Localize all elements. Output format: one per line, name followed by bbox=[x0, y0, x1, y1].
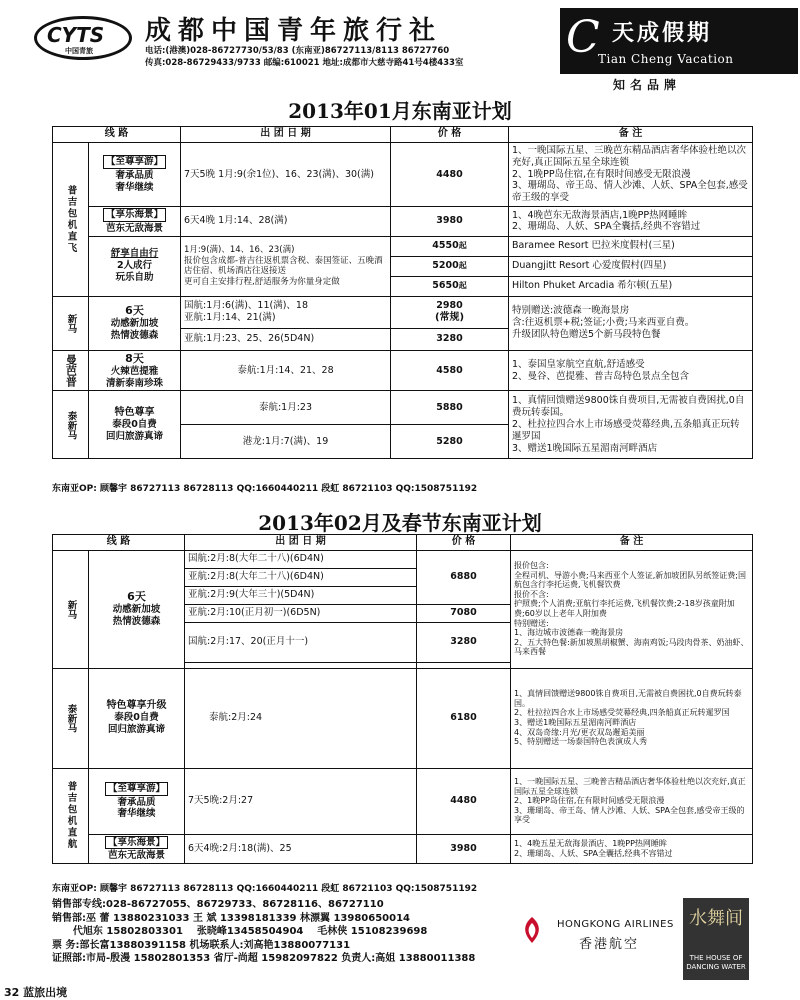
table-row bbox=[53, 350, 753, 391]
dates-cell: 国航:2月:8(大年二十八)(6D4N) bbox=[185, 550, 417, 568]
dates-cell: 国航:2月:17、20(正月十一) bbox=[185, 622, 417, 662]
area-label: 普吉包机直飞 bbox=[53, 143, 89, 297]
route-cell bbox=[89, 391, 181, 459]
price-cell: 3280 bbox=[417, 622, 511, 662]
route-tag: 【至尊享游】 bbox=[105, 782, 168, 796]
note-cell: 1、泰国皇家航空直航,舒适感受 2、曼谷、芭提雅、普吉岛特色景点全包含 bbox=[509, 350, 753, 391]
dates-cell: 亚航:2月:10(正月初一)(6D5N) bbox=[185, 604, 417, 622]
dates-cell: 泰航:1月:23 bbox=[181, 391, 391, 425]
price-cell: 5280 bbox=[391, 425, 509, 459]
note-cell: 1、真情回馈赠送9800铢自费项目,无需被自费困扰,0自费玩转泰国。 2、杜拉拉四合水上市场感受荧幕经典,五条船真正玩转暹罗国 3、赠送1晚国际五星湄南河畔酒店 bbox=[509, 391, 753, 459]
route-line: 2人成行 bbox=[116, 260, 153, 272]
price-cell: 4480 bbox=[391, 143, 509, 207]
col-price: 价 格 bbox=[391, 127, 509, 143]
feb-op-contacts: 东南亚OP: 顾馨宇 86727113 86728113 QQ:1660440211 段虹 86721103 QQ:1508751192 bbox=[52, 884, 478, 894]
price-cell bbox=[391, 296, 509, 328]
route-cell bbox=[89, 143, 181, 207]
area-label: 曼芭普 bbox=[53, 350, 89, 391]
note-cell: Baramee Resort 巴拉米度假村(三星) bbox=[509, 236, 753, 256]
logo-text: CYTS bbox=[47, 23, 105, 47]
col-route: 线 路 bbox=[53, 127, 181, 143]
route-line: 火辣芭提雅 bbox=[110, 365, 159, 377]
price-cell: 3980 bbox=[417, 834, 511, 864]
route-line: 热情波德森 bbox=[112, 615, 161, 627]
price-value: 5650 bbox=[432, 280, 459, 292]
sales-staff-2: 代旭东 15802803301 张晓峰13458504904 毛林侠 15108239698 bbox=[52, 926, 428, 937]
page-number: 32 蓝旅出境 bbox=[4, 986, 68, 999]
price-cell: 5880 bbox=[391, 391, 509, 425]
dancing-water-logo bbox=[683, 898, 749, 980]
route-cell bbox=[89, 207, 181, 237]
route-cell bbox=[89, 550, 185, 668]
price-cell: 4580 bbox=[391, 350, 509, 391]
sales-staff: 销售部:巫 蕾 13880231033 王 斌 13398181339 林漂翼 13980650014 bbox=[52, 912, 410, 924]
route-line: 回归旅游真谛 bbox=[108, 724, 166, 736]
route-line: 热情波德森 bbox=[110, 330, 159, 342]
route-tag: 【至尊享游】 bbox=[103, 155, 166, 169]
price-value: 4550 bbox=[432, 240, 459, 252]
route-cell bbox=[89, 834, 185, 864]
price-cell bbox=[391, 276, 509, 296]
dates-cell: 6天4晚:2月:18(满)、25 bbox=[185, 834, 417, 864]
jan-schedule-table bbox=[52, 126, 753, 459]
jan-title: 2013年01月东南亚计划 bbox=[288, 99, 512, 123]
dates-cell: 亚航:1月:23、25、26(5D4N) bbox=[181, 328, 391, 350]
jan-op-contacts: 东南亚OP: 顾馨宇 86727113 86728113 QQ:1660440211 段虹 86721103 QQ:1508751192 bbox=[52, 484, 478, 494]
price-cell: 6880 bbox=[417, 550, 511, 604]
route-line: 动感新加坡 bbox=[112, 604, 161, 616]
logo-subtext: 中国青旅 bbox=[65, 47, 93, 55]
airline-name-cn: 香港航空 bbox=[579, 937, 640, 952]
header bbox=[0, 0, 800, 92]
price-cell: 3980 bbox=[391, 207, 509, 237]
route-line: 奢华继续 bbox=[117, 808, 156, 820]
table-row bbox=[53, 550, 753, 568]
price-cell: 3280 bbox=[391, 328, 509, 350]
route-days: 6天 bbox=[127, 590, 146, 604]
footer-contacts bbox=[52, 898, 752, 980]
dates-cell: 6天4晚 1月:14、28(满) bbox=[181, 207, 391, 237]
col-dates: 出 团 日 期 bbox=[181, 127, 391, 143]
route-line: 芭东无敌海景 bbox=[106, 222, 164, 234]
price-unit: 起 bbox=[458, 281, 467, 291]
date-line: 国航:1月:6(满)、11(满)、18 bbox=[184, 300, 309, 312]
note-cell: 1、真情回馈赠送9800铢自费项目,无需被自费困扰,0自费玩转泰国。 2、杜拉拉四合水上市场感受荧幕经典,四条船真正玩转暹罗国 3、赠送1晚国际五星湄南河畔酒店 4、双岛奇缘:月光/更衣双岛邂逅美丽 5、特别赠送一场泰国特色表演成人秀 bbox=[511, 668, 753, 768]
contact-phone: 电话:(港澳)028-86727730/53/83 (东南亚)86727113/8113 86727760 bbox=[145, 46, 450, 56]
price-unit: 起 bbox=[458, 241, 467, 251]
col-route: 线 路 bbox=[53, 535, 185, 551]
dates-cell: 亚航:2月:9(大年三十)(5D4N) bbox=[185, 586, 417, 604]
route-line: 泰段0自费 bbox=[114, 712, 159, 724]
area-label: 泰新马 bbox=[53, 391, 89, 459]
table-row bbox=[53, 296, 753, 328]
route-cell bbox=[89, 236, 181, 296]
price-cell: 6180 bbox=[417, 668, 511, 768]
col-price: 价 格 bbox=[417, 535, 511, 551]
airline-emblem-icon bbox=[517, 915, 547, 945]
price-value: 5200 bbox=[432, 260, 459, 272]
route-tag: 特色尊享升级 bbox=[106, 699, 167, 711]
brand-c-icon: C bbox=[566, 12, 600, 63]
route-tag: 【享乐海景】 bbox=[103, 208, 166, 222]
price-cell: 7080 bbox=[417, 604, 511, 622]
route-cell bbox=[89, 768, 185, 834]
price-value: 2980 bbox=[436, 300, 463, 312]
area-label: 新马 bbox=[53, 296, 89, 350]
dates-cell bbox=[181, 296, 391, 328]
route-line: 芭东无敌海景 bbox=[108, 850, 166, 862]
dates-cell: 泰航:2月:24 bbox=[185, 668, 417, 768]
table-row bbox=[53, 143, 753, 207]
route-line: 动感新加坡 bbox=[110, 318, 159, 330]
col-notes: 备 注 bbox=[509, 127, 753, 143]
airline-name-en: HONGKONG AIRLINES bbox=[557, 919, 674, 930]
dates-cell: 亚航:2月:8(大年二十八)(6D4N) bbox=[185, 568, 417, 586]
note-cell: 1、4晚芭东无敌海景酒店,1晚PP热网睡眸 2、珊瑚岛、人妖、SPA全囊括,经典不容错过 bbox=[509, 207, 753, 237]
note-cell: 1、一晚国际五星、三晚芭东精品酒店奢华体验杜绝以次充好,真正国际五星全球连锁 2、1晚PP岛住宿,在有限时间感受无限浪漫 3、珊瑚岛、帝王岛、情人沙滩、人妖、SPA全包套,感受帝王级的享受 bbox=[509, 143, 753, 207]
note-cell: 1、4晚五星无敌海景酒店、1晚PP热网睡眸 2、珊瑚岛、人妖、SPA全囊括,经典不容错过 bbox=[511, 834, 753, 864]
dates-cell: 7天5晚:2月:27 bbox=[185, 768, 417, 834]
brand-name-cn: 天成假期 bbox=[612, 20, 713, 46]
note-cell: 1、一晚国际五星、三晚普吉精品酒店奢华体验杜绝以次充好,真正国际五星全球连锁 2、1晚PP岛住宿,在有限时间感受无限浪漫 3、珊瑚岛、帝王岛、情人沙滩、人妖、SPA全包套,感受帝王级的享受 bbox=[511, 768, 753, 834]
route-cell bbox=[89, 668, 185, 768]
route-line: 奢承品质 bbox=[115, 170, 154, 182]
area-label: 新马 bbox=[53, 550, 89, 668]
brand-banner bbox=[560, 8, 798, 74]
route-days: 6天 bbox=[125, 304, 144, 318]
route-tag: 舒享自由行 bbox=[110, 248, 159, 260]
route-line: 奢华继续 bbox=[115, 181, 154, 193]
contact-fax-address: 传真:028-86729433/9733 邮编:610021 地址:成都市大慈寺路41号4楼433室 bbox=[145, 58, 464, 68]
dates-cell: 港龙:1月:7(满)、19 bbox=[181, 425, 391, 459]
table-row bbox=[53, 768, 753, 834]
feb-title: 2013年02月及春节东南亚计划 bbox=[258, 511, 542, 535]
price-sub: (常规) bbox=[434, 311, 465, 323]
price-cell: 4480 bbox=[417, 768, 511, 834]
price-cell bbox=[391, 236, 509, 256]
col-notes: 备 注 bbox=[511, 535, 753, 551]
table-row bbox=[53, 391, 753, 425]
note-cell: 报价包含: 全程司机、导游小费;马来西亚个人签证,新加坡团队另纸签证费;国航包含行李托运费,飞机餐饮费 报价不含: 护照费;个人消费;亚航行李托运费,飞机餐饮费;2-18岁孩童附加费;60岁以上老年人附加费 特别赠送: 1、海边城市波德森一晚海景房 2、五大特色餐:新加坡黑胡椒蟹、海南鸡饭;马段肉骨茶、奶油虾、马来西餐 bbox=[511, 550, 753, 668]
route-line: 泰段0自费 bbox=[112, 419, 157, 431]
route-tag: 【享乐海景】 bbox=[105, 836, 168, 850]
date-line: 亚航:1月:14、21(满) bbox=[184, 312, 276, 324]
route-tag: 特色尊享 bbox=[114, 406, 155, 418]
brand-name-en: Tian Cheng Vacation bbox=[598, 52, 734, 66]
show-name-cn: 水舞间 bbox=[689, 908, 743, 929]
route-line: 奢承品质 bbox=[117, 796, 156, 808]
area-label: 普吉包机直航 bbox=[53, 768, 89, 864]
cyts-logo bbox=[34, 16, 132, 60]
ticketing: 票 务:部长富13880391158 机场联系人:刘高艳13880077131 bbox=[52, 939, 351, 951]
table-row bbox=[53, 236, 753, 256]
route-days: 8天 bbox=[125, 351, 144, 365]
sales-hotline: 销售部专线:028-86727055、86729733、86728116、86727110 bbox=[52, 899, 384, 910]
table-row bbox=[53, 834, 753, 864]
company-name: 成都中国青年旅行社 bbox=[145, 16, 443, 46]
route-line: 清新泰南珍珠 bbox=[106, 377, 164, 389]
dates-cell: 1月:9(满)、14、16、23(满) 报价包含成都-普吉往返机票含税、泰国签证、五晚酒店住宿、机场酒店往返接送 更可自主安排行程,舒适服务为你量身定做 bbox=[181, 236, 391, 296]
note-cell: 特别赠送:波德森一晚海景房 含:往返机票+税;签证;小费;马来西亚自费。 升级团队特色赠送5个新马段特色餐 bbox=[509, 296, 753, 350]
dates-cell: 泰航:1月:14、21、28 bbox=[181, 350, 391, 391]
brand-tagline: 知名品牌 bbox=[613, 78, 682, 92]
route-line: 回归旅游真谛 bbox=[106, 431, 164, 443]
route-cell bbox=[89, 350, 181, 391]
route-cell bbox=[89, 296, 181, 350]
table-row bbox=[53, 668, 753, 768]
price-unit: 起 bbox=[458, 261, 467, 271]
note-cell: Duangjitt Resort 心爱度假村(四星) bbox=[509, 256, 753, 276]
area-label: 泰新马 bbox=[53, 668, 89, 768]
route-line: 玩乐自助 bbox=[115, 272, 154, 284]
col-dates: 出 团 日 期 bbox=[185, 535, 417, 551]
price-cell bbox=[391, 256, 509, 276]
visa-dept: 证照部:市局-殷漫 15802801353 省厅-尚超 15982097822 负责人:高姐 13880011388 bbox=[52, 953, 476, 964]
dates-cell: 7天5晚 1月:9(余1位)、16、23(满)、30(满) bbox=[181, 143, 391, 207]
feb-schedule-table bbox=[52, 534, 753, 864]
show-name-en: THE HOUSE OF DANCING WATER bbox=[686, 954, 746, 971]
table-row bbox=[53, 207, 753, 237]
note-cell: Hilton Phuket Arcadia 希尔顿(五星) bbox=[509, 276, 753, 296]
